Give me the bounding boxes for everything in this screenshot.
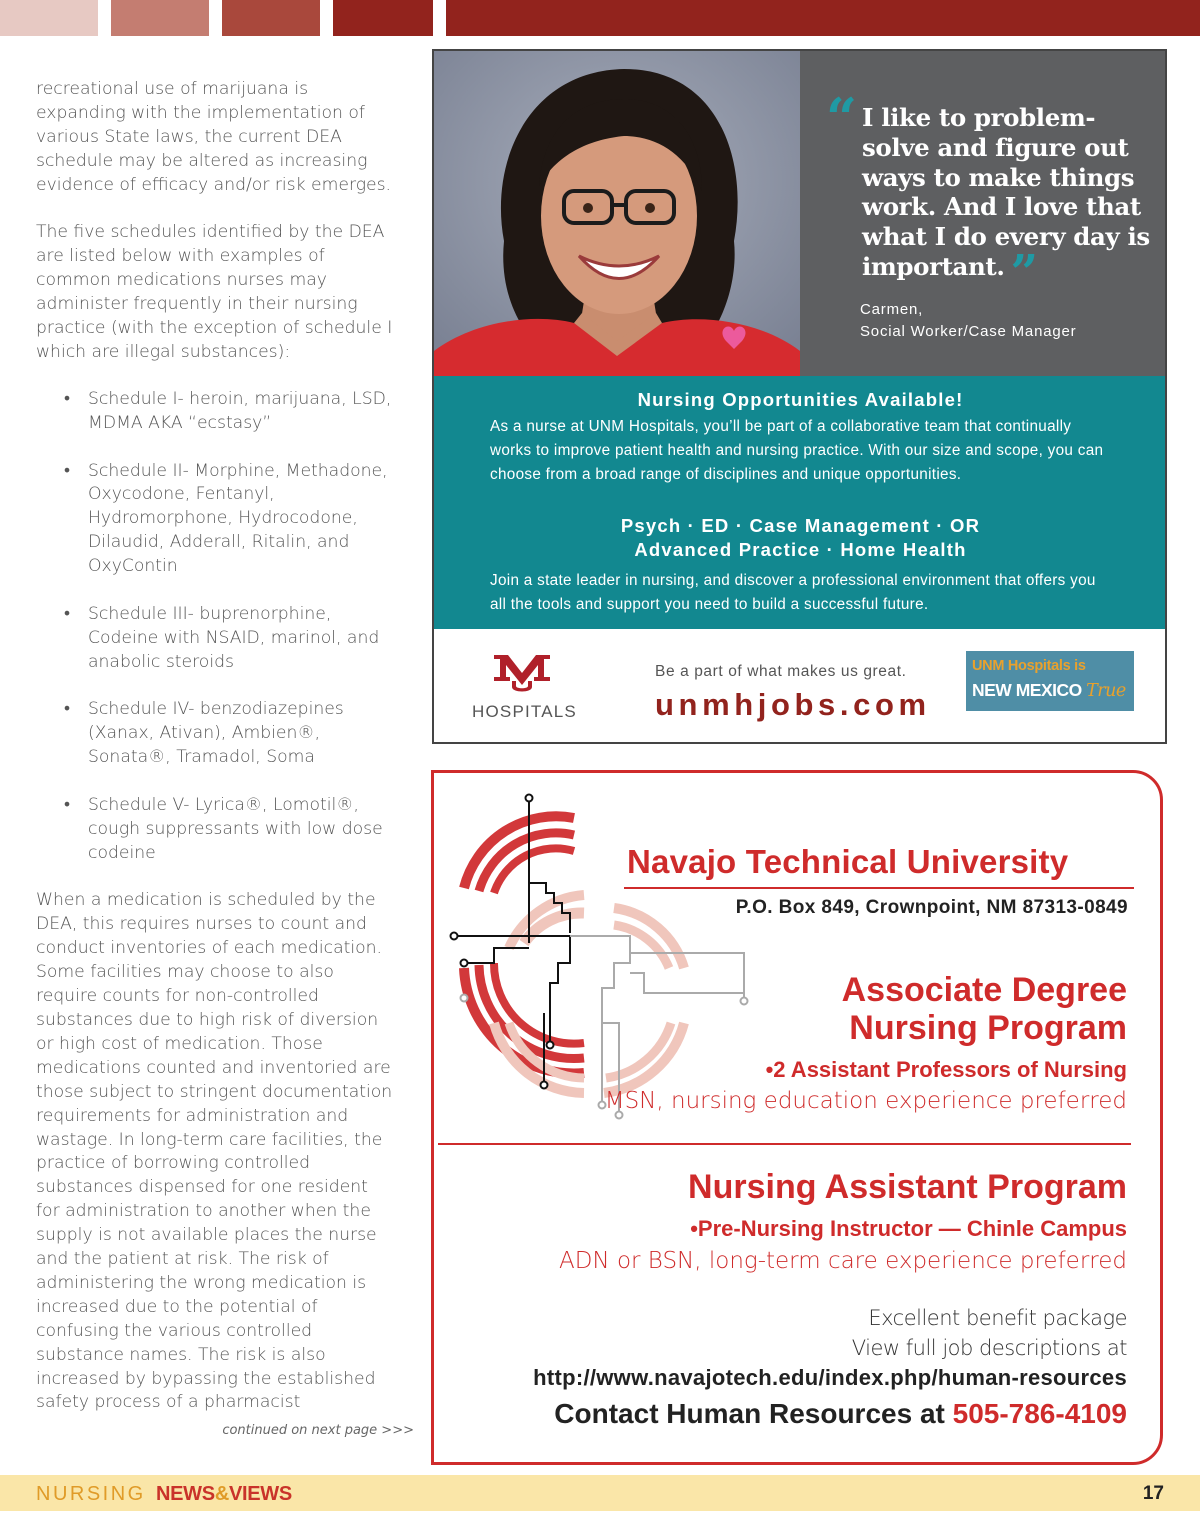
schedule-item-5: • Schedule V- Lyrica®, Lomotil®, cough suppressants with low dose codeine [36,794,396,866]
schedule-item-2: • Schedule II- Morphine, Methadone, Oxycodone, Fentanyl, Hydromorphone, Hydrocodone, Dilaudid, Adderall, Ritalin, and OxyContin [36,460,396,580]
header-bar-4 [333,0,433,36]
schedule-item-4: • Schedule IV- benzodiazepines (Xanax, Ativan), Ambien®, Sonata®, Tramadol, Soma [36,698,396,770]
ntu-section-divider [438,1143,1131,1145]
program2-position: •Pre-Nursing Instructor — Chinle Campus [690,1216,1127,1241]
program2-requirements: ADN or BSN, long-term care experience preferred [558,1248,1127,1274]
continued-note: continued on next page >>> [222,1423,414,1438]
opportunities-closing: Join a state leader in nursing, and discover a professional environment that offers you all the tools and support you need to build a successful future. [490,572,1096,613]
schedule-item-1: • Schedule I- heroin, marijuana, LSD, MDMA AKA “ecstasy” [36,388,396,436]
testimonial-quote-panel [800,51,1167,376]
ntu-title: Navajo Technical University [627,843,1069,880]
nurse-portrait-image [434,51,800,376]
contact-line [554,1398,1127,1430]
testimonial-author [860,299,1076,343]
unm-jobs-link[interactable]: unmhjobs.com [655,687,931,722]
header-bar-5 [446,0,1200,36]
unm-logo [472,651,577,722]
opportunities-heading: Nursing Opportunities Available! [637,389,964,410]
badge-new-mexico: NEW MEXICO [972,680,1082,700]
ntu-logo-graphic [434,773,764,1133]
view-descriptions-text: View full job descriptions at [851,1336,1127,1360]
testimonial-quote: I like to problem-solve and figure out ways to make things work. And I love that what I do every day is important. ” [862,103,1150,301]
footer-amp: & [214,1483,229,1505]
unm-tagline: Be a part of what makes us great. [655,663,907,680]
program1-heading-line1: Associate Degree [841,971,1127,1009]
header-bar-3 [222,0,320,36]
article-paragraph-2: The five schedules identified by the DEA are listed below with examples of common medications nurses may administer frequently in their nursing practice (with the exception of schedule I which are illegal substances): [36,222,393,362]
opportunities-intro: As a nurse at UNM Hospitals, you’ll be part of a collaborative team that continually works to improve patient health and nursing practice. With our size and scope, you can choose from a broad range of disciplines and unique opportunities. [490,418,1104,483]
testimonial-quote-text: I like to problem-solve and figure out ways to make things work. And I love that what I do every day is important. [862,103,1150,281]
footer-views: VIEWS [228,1483,292,1505]
footer-news: NEWS [156,1483,215,1505]
schedule-list [36,388,396,866]
benefits-text: Excellent benefit package [868,1306,1127,1330]
footer-news-views [156,1483,292,1506]
article-paragraph-3: When a medication is scheduled by the DEA, this requires nurses to count and conduct inventories of each medication. Some facilities may choose to also require counts for non-controlled substances due to high risk of diversion or high cost of medication. Those medications counted and inventoried are those subject to stringent documentation requirements for administration and wastage. In long-term care facilities, the practice of borrowing controlled substances dispensed for one resident for administration to another when the supply is not available places the nurse and the patient at risk. The risk of administering the wrong medication is increased due to the potential of confusing the various controlled substance names. The risk is also increased by bypassing the established safety process of a pharmacist [36,890,393,1413]
specialties-list [434,514,1167,562]
page-footer [0,1475,1200,1511]
article-paragraph-1: recreational use of marijuana is expanding with the implementation of various State laws, the current DEA schedule may be altered as increasing evidence of efficacy and/or risk emerges. [36,79,392,195]
program2-heading: Nursing Assistant Program [688,1168,1127,1206]
program1-requirements: MSN, nursing education experience preferred [604,1088,1127,1114]
specialties-line-1: Psych · ED · Case Management · OR [620,515,981,536]
page-number: 17 [1142,1483,1164,1504]
footer-nursing: NURSING [36,1483,146,1505]
article-column [36,78,396,1439]
unm-logo-text: HOSPITALS [472,702,577,721]
opportunities-panel [434,376,1167,629]
program1-heading-line2: Nursing Program [849,1009,1127,1047]
unm-footer [434,629,1167,744]
new-mexico-true-badge [966,651,1134,711]
schedule-item-3: • Schedule III- buprenorphine, Codeine with NSAID, marinol, and anabolic steroids [36,603,396,675]
header-bar-1 [0,0,98,36]
navajo-tech-ad [431,770,1163,1465]
contact-phone[interactable]: 505-786-4109 [952,1398,1127,1429]
program1-position: •2 Assistant Professors of Nursing [765,1057,1127,1082]
header-bar-2 [111,0,209,36]
badge-line-1: UNM Hospitals is [972,658,1086,674]
unm-monogram-icon [490,651,554,695]
unm-hospitals-ad [432,49,1167,744]
ntu-address: P.O. Box 849, Crownpoint, NM 87313-0849 [735,897,1128,918]
badge-true: True [1086,681,1126,701]
badge-line-2 [972,680,1126,701]
ntu-title-divider [624,887,1134,889]
author-name: Carmen, [860,301,924,318]
author-title: Social Worker/Case Manager [860,323,1077,340]
open-quote-icon: “ [826,86,858,150]
specialties-line-2: Advanced Practice · Home Health [634,539,967,560]
contact-label: Contact Human Resources at [554,1398,945,1429]
ntu-hr-link[interactable]: http://www.navajotech.edu/index.php/human-resources [533,1365,1127,1390]
